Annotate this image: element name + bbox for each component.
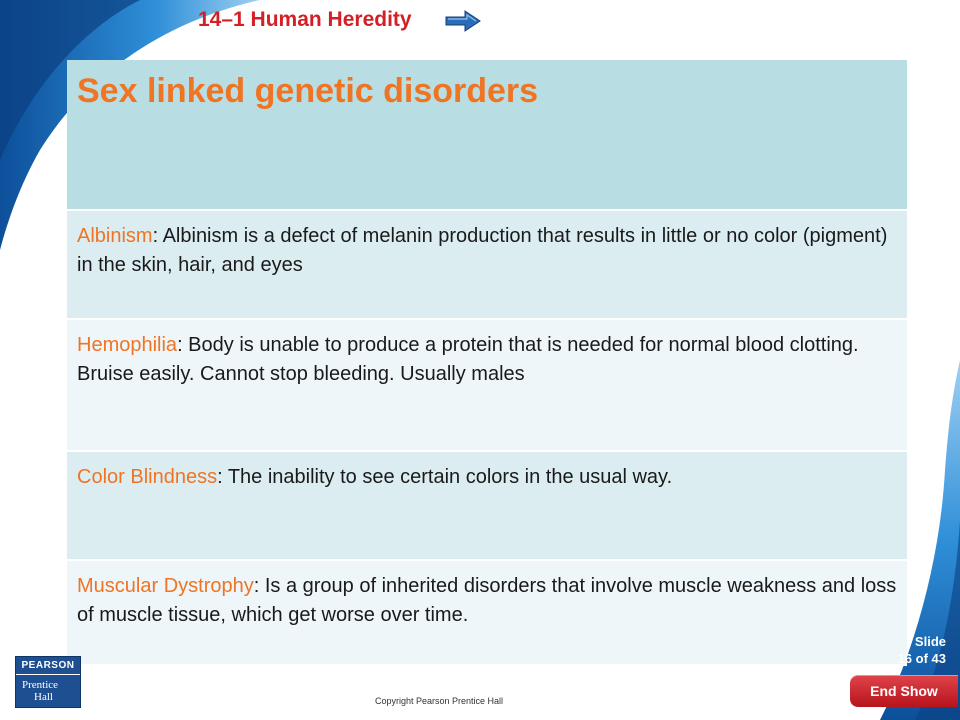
- table-row: [67, 210, 907, 319]
- logo-top-text: PEARSON: [16, 657, 80, 675]
- slide-label: Slide: [914, 634, 946, 649]
- slide-counter: [898, 633, 946, 667]
- logo-line-hall: Hall: [34, 691, 53, 703]
- table-row-heading: [67, 60, 907, 210]
- table-cell: [67, 560, 907, 665]
- table-cell: [67, 451, 907, 560]
- description-albinism: : Albinism is a defect of melanin production that results in little or no color (pigment) in the skin, hair, and eyes: [77, 225, 888, 276]
- content-table: [67, 60, 907, 666]
- term-muscular-dystrophy: Muscular Dystrophy: [77, 575, 254, 597]
- term-hemophilia: Hemophilia: [77, 334, 178, 356]
- publisher-logo: [15, 656, 81, 708]
- logo-bottom-text: [22, 679, 58, 703]
- description-hemophilia: : Body is unable to produce a protein that is needed for normal blood clotting. Bruise easily. Cannot stop bleeding. Usually males: [77, 334, 859, 385]
- copyright-text: Copyright Pearson Prentice Hall: [375, 696, 504, 706]
- arrow-right-icon[interactable]: [445, 10, 481, 32]
- table-cell: [67, 319, 907, 451]
- table-row: [67, 451, 907, 560]
- logo-line-prentice: Prentice: [22, 679, 59, 691]
- end-show-button[interactable]: End Show: [850, 675, 958, 707]
- slide-heading: Sex linked genetic disorders: [77, 72, 539, 110]
- table-cell: [67, 210, 907, 319]
- term-color-blindness: Color Blindness: [77, 466, 218, 488]
- table-row: [67, 560, 907, 665]
- term-albinism: Albinism: [77, 225, 153, 247]
- table-row: [67, 319, 907, 451]
- header-title: 14–1 Human Heredity: [198, 8, 412, 31]
- slide-position: 16 of 43: [897, 651, 946, 666]
- heading-cell: [67, 60, 907, 210]
- description-color-blindness: : The inability to see certain colors in the usual way.: [217, 466, 673, 488]
- description-muscular-dystrophy: : Is a group of inherited disorders that involve muscle weakness and loss of muscle tissue, which get worse over time.: [77, 575, 897, 626]
